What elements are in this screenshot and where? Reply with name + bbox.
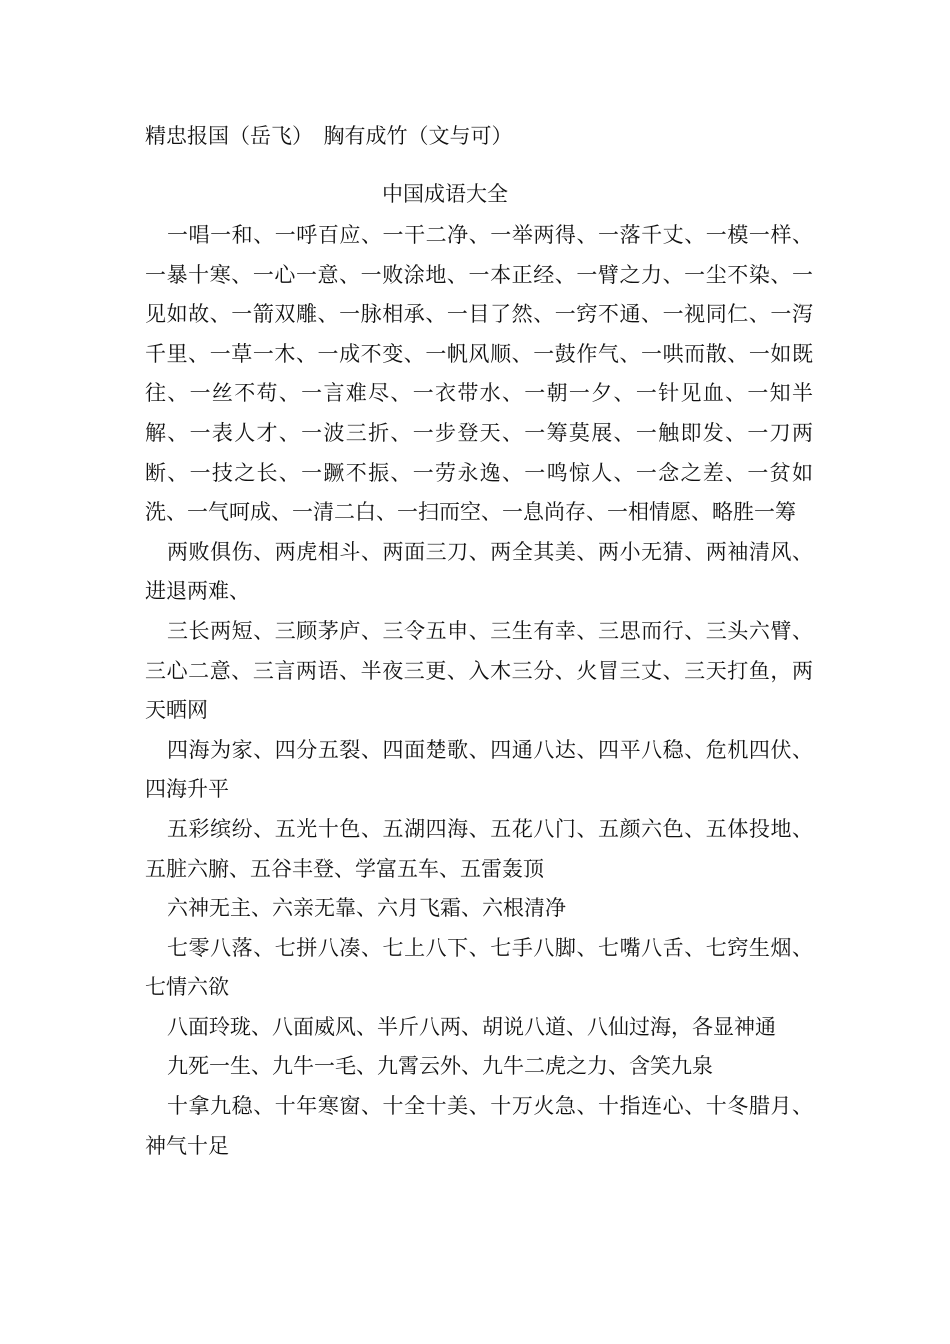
paragraph-ten: 十拿九稳、十年寒窗、十全十美、十万火急、十指连心、十冬腊月、神气十足 <box>145 1094 813 1158</box>
paragraph-five: 五彩缤纷、五光十色、五湖四海、五花八门、五颜六色、五体投地、五脏六腑、五谷丰登、学富五车、五雷轰顶 <box>145 816 813 881</box>
paragraph-six: 六神无主、六亲无靠、六月飞霜、六根清净 <box>167 896 566 921</box>
paragraph-one: 一唱一和、一呼百应、一干二净、一举两得、一落千丈、一模一样、一暴十寒、一心一意、一败涂地、一本正经、一臂之力、一尘不染、一见如故、一箭双雕、一脉相承、一目了然、一窍不通、一视同仁、一泻千里、一草一木、一成不变、一帆风顺、一鼓作气、一哄而散、一如既往、一丝不苟、一言难尽、一衣带水、一朝一夕、一针见血、一知半解、一表人才、一波三折、一步登天、一筹莫展、一触即发、一刀两断、一技之长、一蹶不振、一劳永逸、一鸣惊人、一念之差、一贫如洗、一气呵成、一清二白、一扫而空、一息尚存、一相情愿、略胜一筹 <box>145 223 813 525</box>
paragraph-nine: 九死一生、九牛一毛、九霄云外、九牛二虎之力、含笑九泉 <box>167 1054 713 1079</box>
idiom-list <box>145 216 813 1166</box>
paragraph-seven: 七零八落、七拼八凑、七上八下、七手八脚、七嘴八舌、七窍生烟、七情六欲 <box>145 935 813 1000</box>
paragraph-four: 四海为家、四分五裂、四面楚歌、四通八达、四平八稳、危机四伏、四海升平 <box>145 737 813 802</box>
paragraph-eight: 八面玲珑、八面威风、半斤八两、胡说八道、八仙过海，各显神通 <box>167 1014 776 1039</box>
paragraph-three: 三长两短、三顾茅庐、三令五申、三生有幸、三思而行、三头六臂、三心二意、三言两语、半夜三更、入木三分、火冒三丈、三天打鱼，两天晒网 <box>145 618 813 723</box>
header-line: 精忠报国（岳飞） 胸有成竹（文与可） <box>145 124 513 148</box>
paragraph-two: 两败俱伤、两虎相斗、两面三刀、两全其美、两小无猜、两袖清风、进退两难、 <box>145 539 813 604</box>
document-title: 中国成语大全 <box>382 182 508 206</box>
